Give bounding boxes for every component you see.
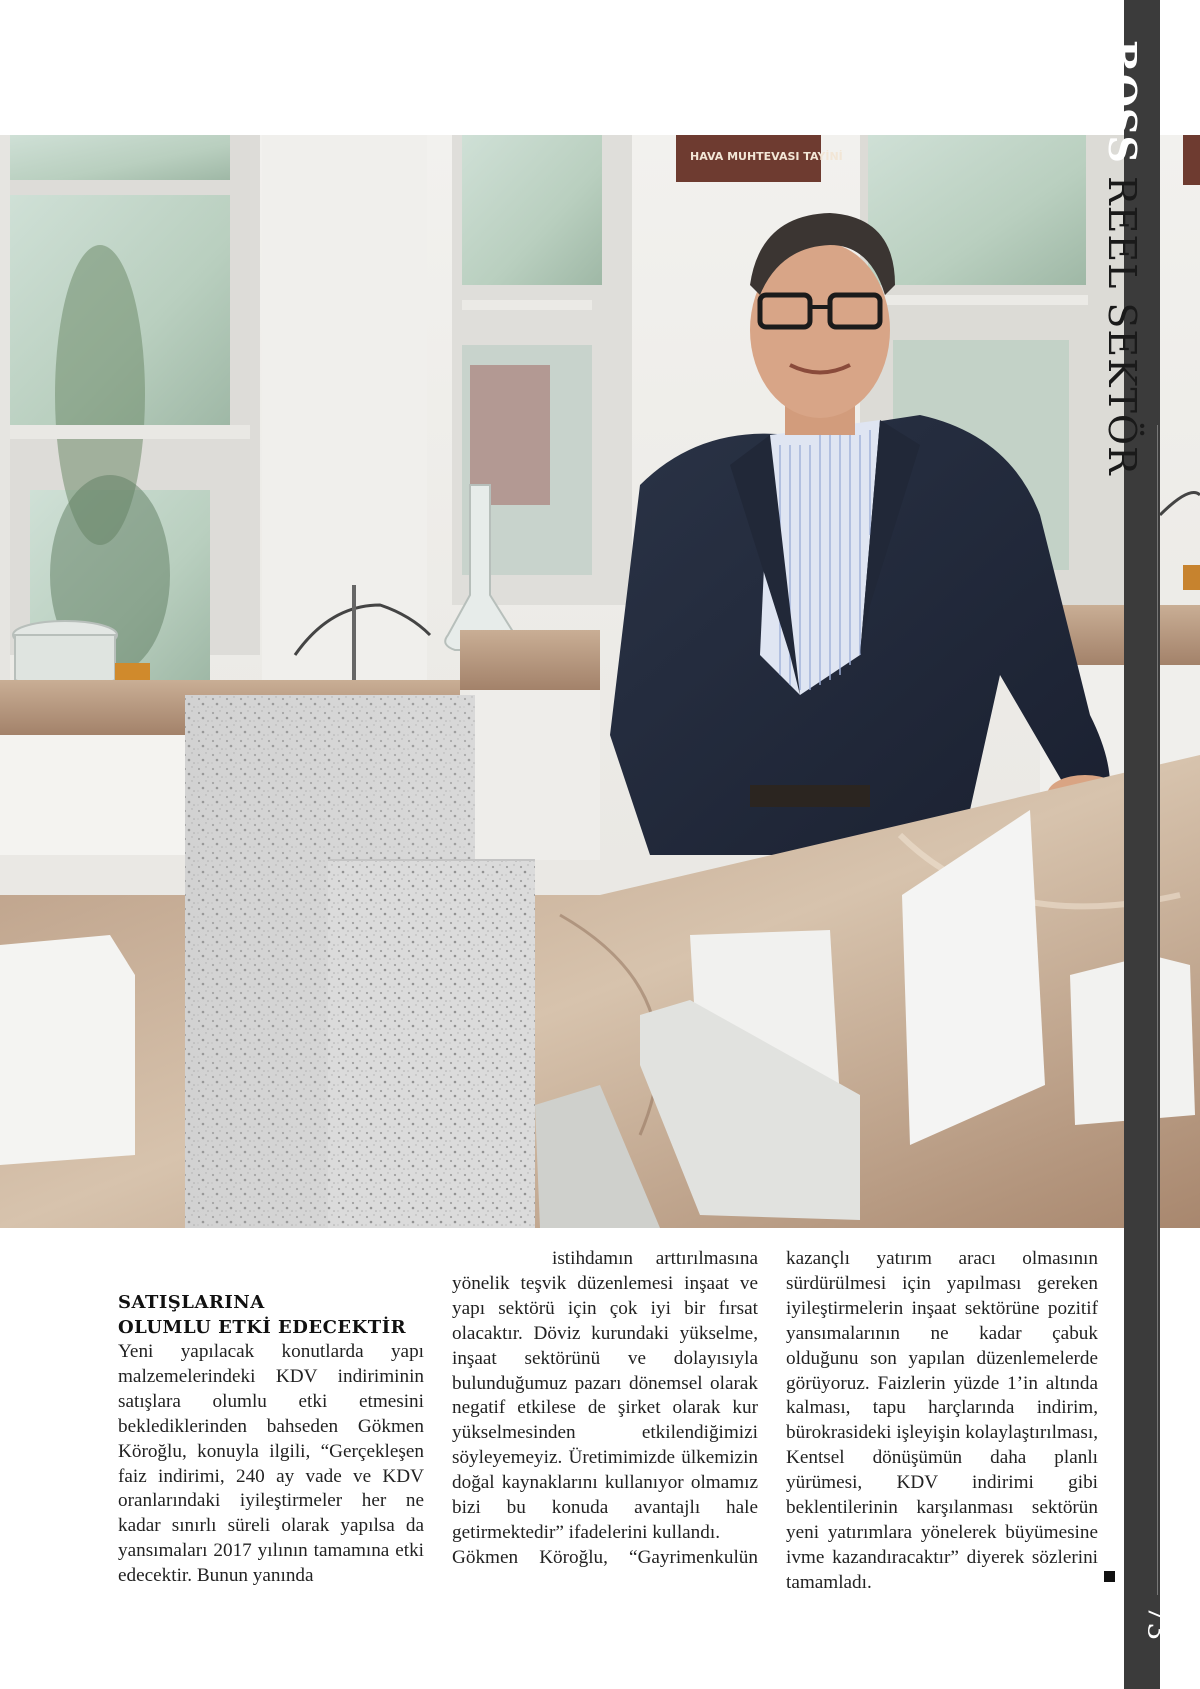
section-heading-line-1: SATIŞLARINA bbox=[118, 1292, 265, 1313]
paragraph-2: istihdamın arttırılmasına yönelik teşvik düzenlemesi inşaat ve yapı sektörü için çok iyi bir fırsat olacaktır. Döviz kurundaki yükselme, inşaat sektörünü ve dolayısıyla bulunduğumuz pazarı dönemsel olarak negatif etkilese de şirket olarak kur yükselmesinden etkilendiğimizi söyleyemeyiz. Üretimimizde ülkemizin doğal kaynaklarını kullanıyor olmamız bizi bu konuda avantajlı hale getirmektedir” ifadelerini kullandı. bbox=[452, 1248, 758, 1543]
section-heading-line-2: OLUMLU ETKİ EDECEKTİR bbox=[118, 1317, 407, 1338]
sign-center-text: HAVA MUHTEVASI TAYİNİ bbox=[690, 150, 843, 163]
section-label bbox=[1100, 40, 1145, 476]
page-number: 73 bbox=[1141, 1604, 1175, 1641]
article-column-1 bbox=[118, 1290, 424, 1589]
brand-name: BOSS bbox=[1100, 40, 1145, 164]
article-end-mark bbox=[1104, 1571, 1115, 1582]
paragraph-3: kazançlı yatırım aracı olmasının sürdürülmesi için yapılması gereken iyileştirmelerin inşaat sektörüne pozitif yansımalarının ne kadar çabuk olduğunu son yapılan düzenlemelerde görüyoruz. Faizlerin yüzde 1’in altında kalması, tapu harçlarında indirim, bürokrasideki işleyişin kolaylaştırılması, Kentsel dönüşümün daha planlı yürümesi, KDV indirimi gibi beklentilerinin karşılanması sektörün yeni yatırımlara yönelerek büyümesine ivme kazandıracaktır” diyerek sözlerini tamamladı. bbox=[786, 1248, 1098, 1593]
paragraph-2-tail: Gökmen Köroğlu, “Gayrimenkulün bbox=[452, 1546, 758, 1568]
edge-rule bbox=[1157, 425, 1158, 1595]
article-column-3 bbox=[786, 1247, 1098, 1596]
section-name: REEL SEKTÖR bbox=[1100, 175, 1144, 476]
photo-illustration bbox=[0, 135, 1200, 1228]
lab-photo bbox=[0, 135, 1200, 1228]
paragraph-1: Yeni yapılacak konutlarda yapı malzemelerindeki KDV indiriminin satışlara olumlu etki etmesini beklediklerinden bahseden Gökmen Köroğlu, konuyla ilgili, “Gerçekleşen faiz indirimi, 240 ay vade ve KDV oranlarındaki iyileştirmeler her ne kadar sınırlı süreli olarak yapılsa da yansımaları 2017 yılının tamamına etki edecektir. Bunun yanında bbox=[118, 1341, 424, 1587]
article-column-2 bbox=[452, 1247, 758, 1571]
